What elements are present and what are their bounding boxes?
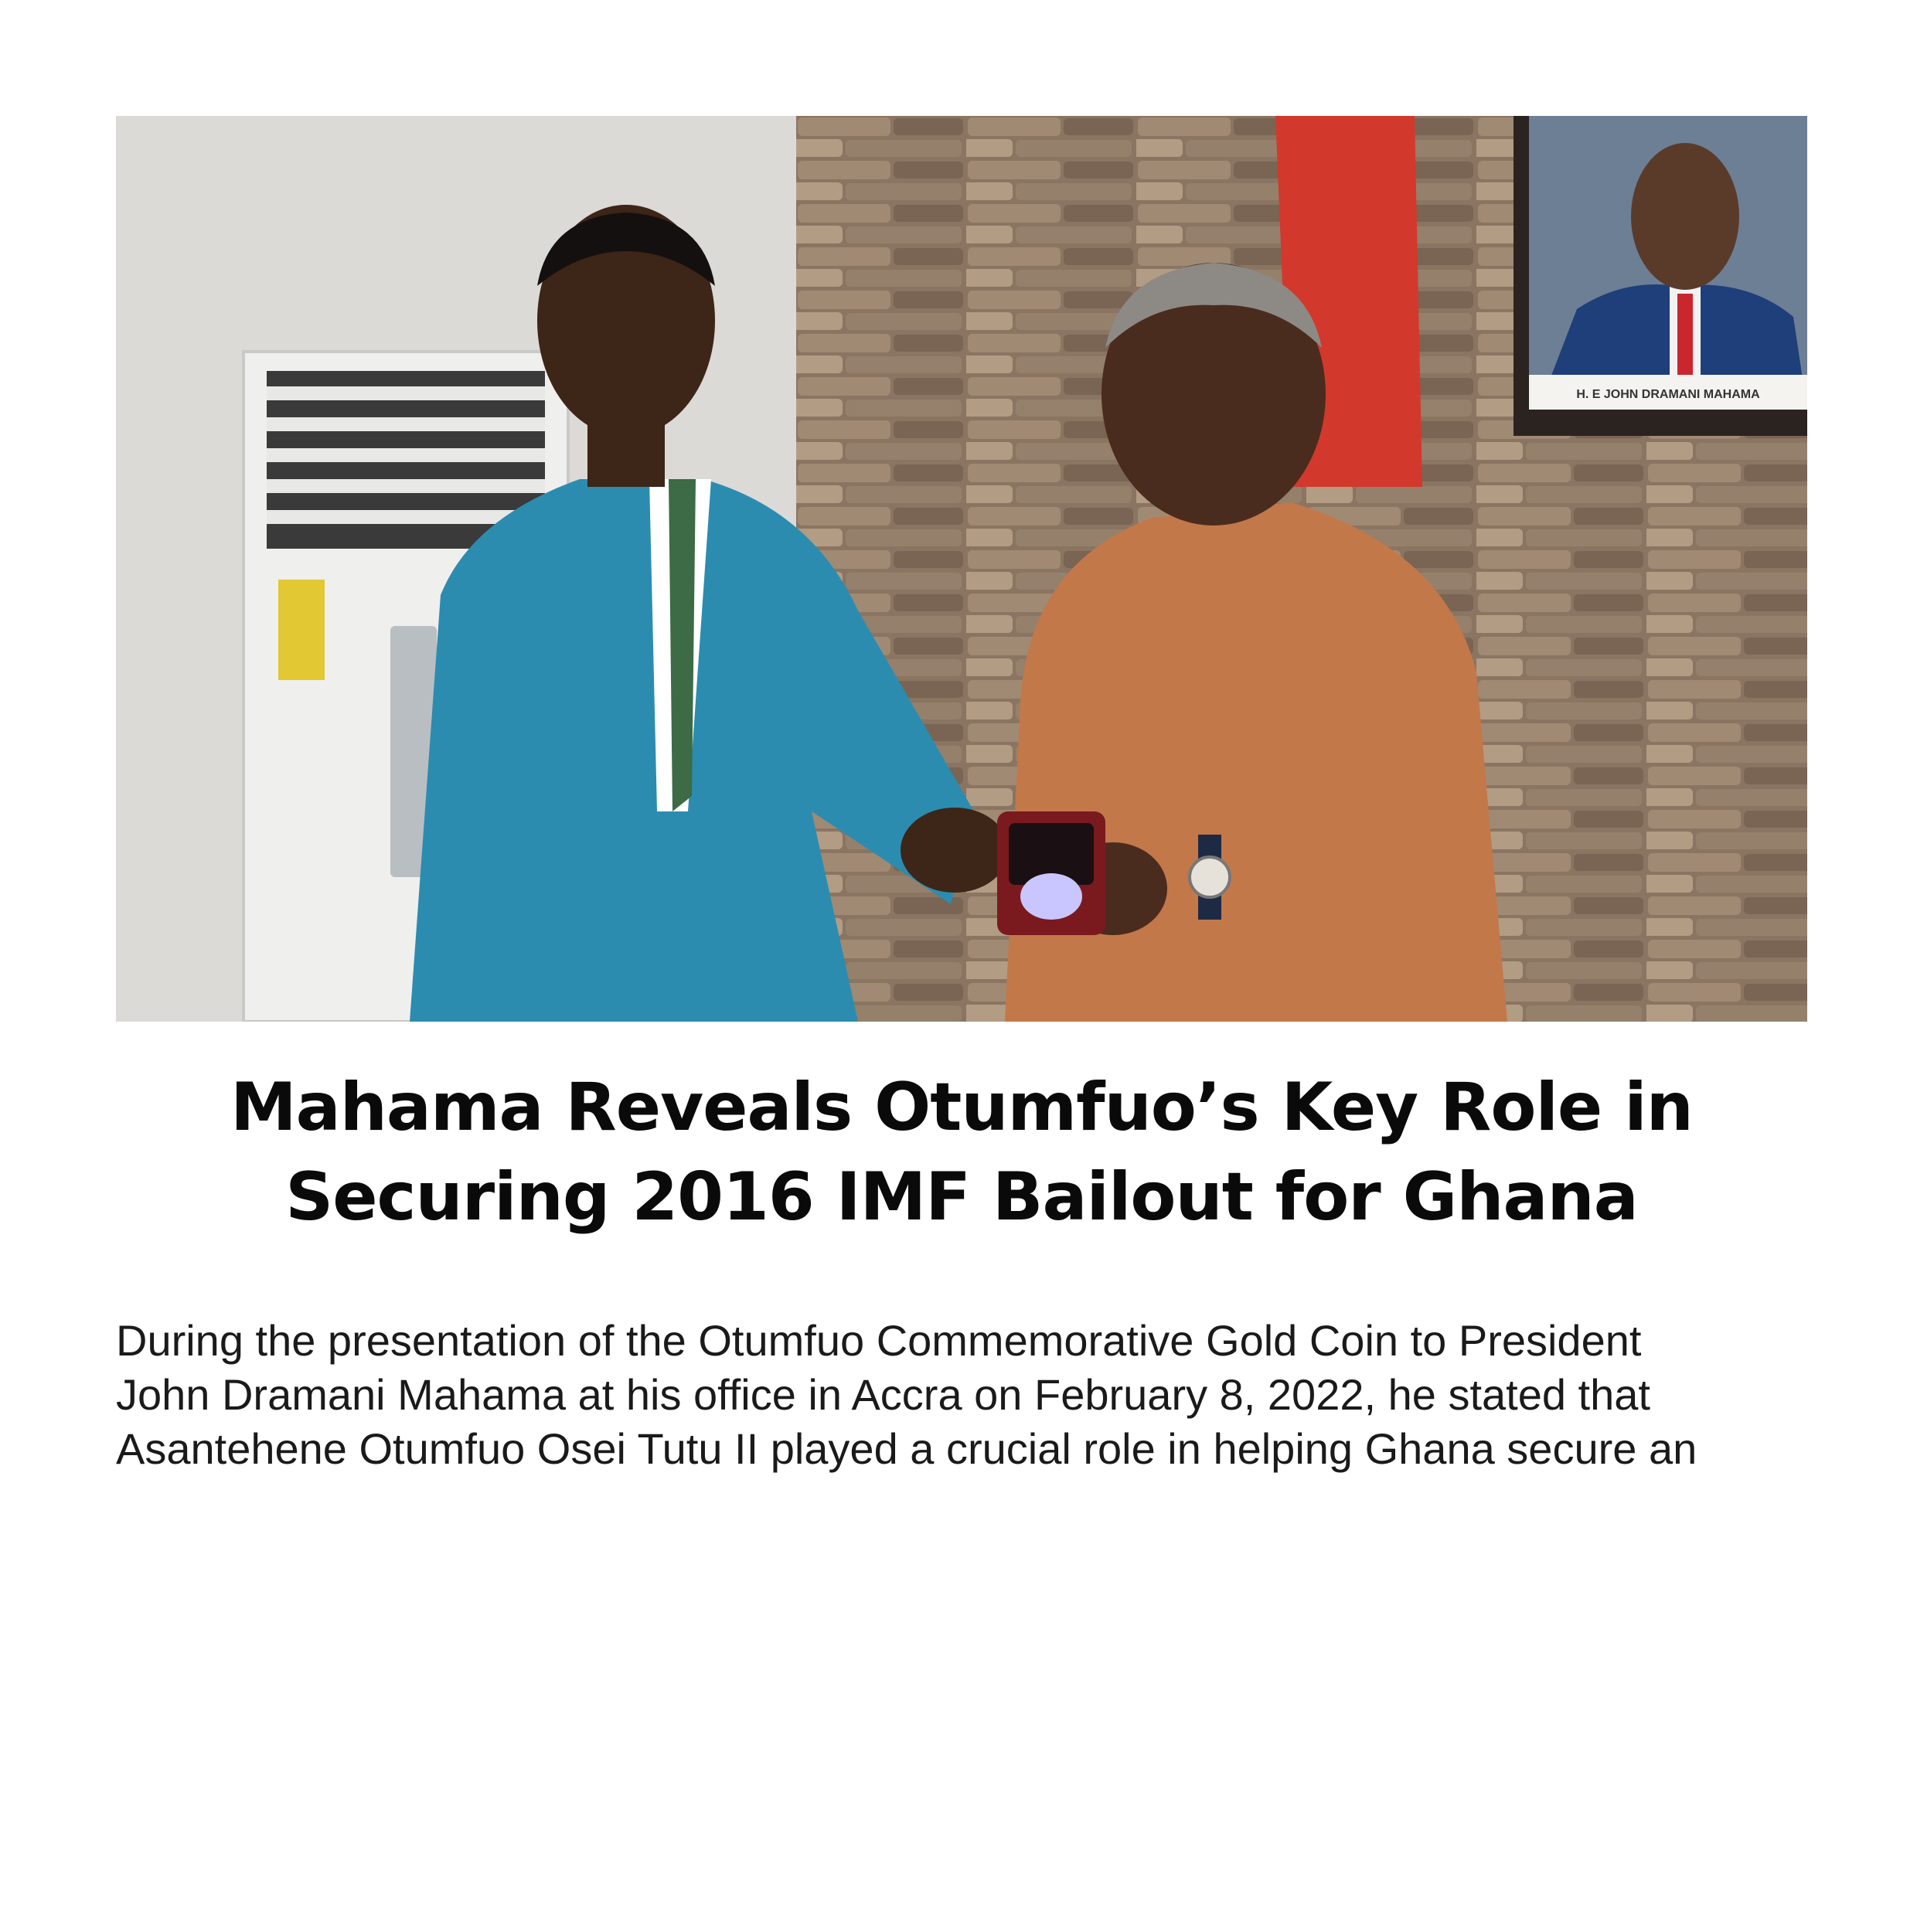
portrait-caption: H. E JOHN DRAMANI MAHAMA [1576,388,1760,401]
body-line-3: Asantehene Otumfuo Osei Tutu II played a crucial role in helping Ghana secure an [116,1424,1697,1473]
body-line-1: During the presentation of the Otumfuo Commemorative Gold Coin to President [116,1316,1642,1365]
headline [116,1063,1807,1242]
coin-box [997,811,1105,935]
headline-line-2: Securing 2016 IMF Bailout for Ghana [285,1158,1638,1236]
framed-portrait [1514,116,1807,436]
article-body [116,1314,1807,1476]
body-line-2: John Dramani Mahama at his office in Accra on February 8, 2022, he stated that [116,1370,1650,1419]
photo-illustration [116,116,1807,1022]
article-photo [116,116,1807,1022]
headline-line-1: Mahama Reveals Otumfuo’s Key Role in [230,1069,1693,1146]
